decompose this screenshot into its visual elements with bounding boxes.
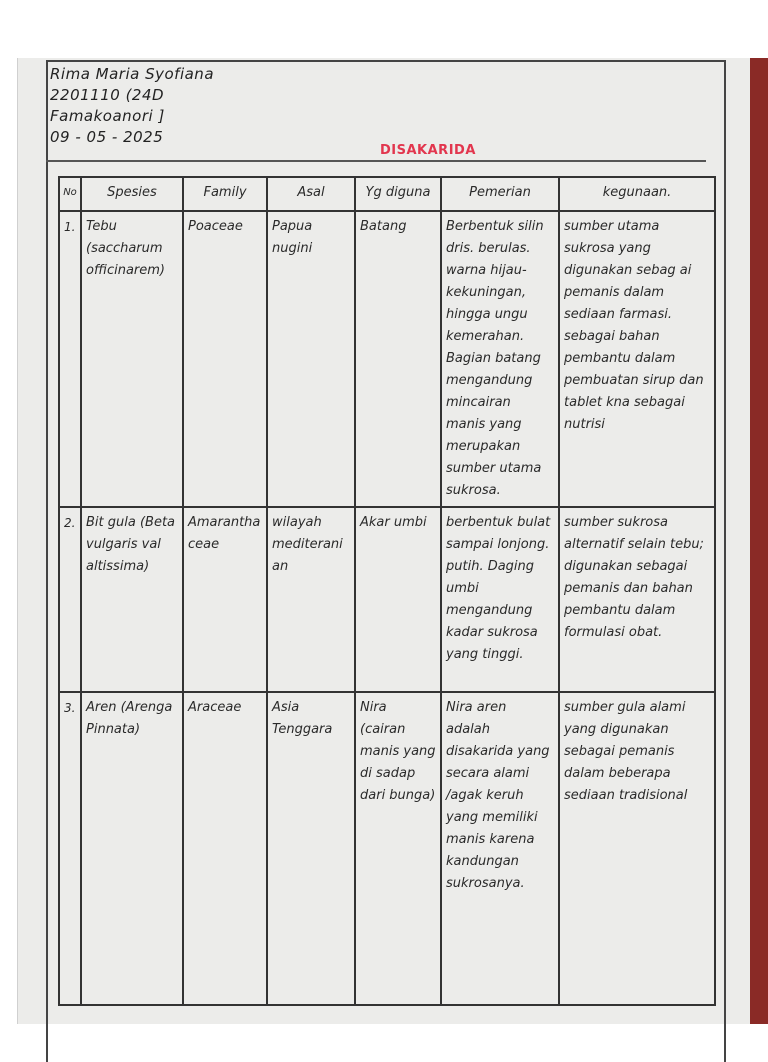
disakarida-table <box>58 176 716 1006</box>
header-divider <box>46 160 706 162</box>
row-asal: Papua nugini <box>267 211 355 507</box>
col-header-yg-diguna: Yg diguna <box>355 177 441 211</box>
row-spesies: Aren (Arenga Pinnata) <box>81 692 183 1005</box>
row-asal: wilayah mediteranian <box>267 507 355 692</box>
student-id: 2201110 (24D <box>50 86 165 104</box>
subject: Famakoanori ] <box>50 107 165 125</box>
row-yg-diguna: Nira (cairan manis yang di sadap dari bunga) <box>355 692 441 1005</box>
table-row <box>59 507 715 692</box>
row-kegunaan: sumber sukrosa alternatif selain tebu; digunakan sebagai pemanis dan bahan pembantu dalam formulasi obat. <box>559 507 715 692</box>
col-header-spesies: Spesies <box>81 177 183 211</box>
col-header-family: Family <box>183 177 267 211</box>
row-family: Araceae <box>183 692 267 1005</box>
table-header-row <box>59 177 715 211</box>
row-no: 1. <box>59 211 81 507</box>
row-kegunaan: sumber utama sukrosa yang digunakan sebag ai pemanis dalam sediaan farmasi. sebagai bahan pembantu dalam pembuatan sirup dan tablet kna sebagai nutrisi <box>559 211 715 507</box>
row-pemerian: berbentuk bulat sampai lonjong. putih. Daging umbi mengandung kadar sukrosa yang tinggi. <box>441 507 559 692</box>
student-header <box>50 64 470 148</box>
page-title: DISAKARIDA <box>380 143 476 158</box>
table-row <box>59 211 715 507</box>
col-header-no: No <box>59 177 81 211</box>
row-no: 3. <box>59 692 81 1005</box>
row-yg-diguna: Batang <box>355 211 441 507</box>
row-pemerian: Nira aren adalah disakarida yang secara alami /agak keruh yang memiliki manis karena kandungan sukrosanya. <box>441 692 559 1005</box>
row-family: Amaranthaceae <box>183 507 267 692</box>
col-header-kegunaan: kegunaan. <box>559 177 715 211</box>
row-yg-diguna: Akar umbi <box>355 507 441 692</box>
row-family: Poaceae <box>183 211 267 507</box>
student-name: Rima Maria Syofiana <box>50 65 215 83</box>
row-pemerian: Berbentuk silin dris. berulas. warna hijau-kekuningan, hingga ungu kemerahan. Bagian batang mengandung mincairan manis yang merupakan sumber utama sukrosa. <box>441 211 559 507</box>
col-header-pemerian: Pemerian <box>441 177 559 211</box>
row-spesies: Bit gula (Beta vulgaris val altissima) <box>81 507 183 692</box>
table-row <box>59 692 715 1005</box>
col-header-asal: Asal <box>267 177 355 211</box>
row-spesies: Tebu (saccharum officinarem) <box>81 211 183 507</box>
row-asal: Asia Tenggara <box>267 692 355 1005</box>
row-no: 2. <box>59 507 81 692</box>
date: 09 - 05 - 2025 <box>50 128 164 146</box>
row-kegunaan: sumber gula alami yang digunakan sebagai pemanis dalam beberapa sediaan tradisional <box>559 692 715 1005</box>
